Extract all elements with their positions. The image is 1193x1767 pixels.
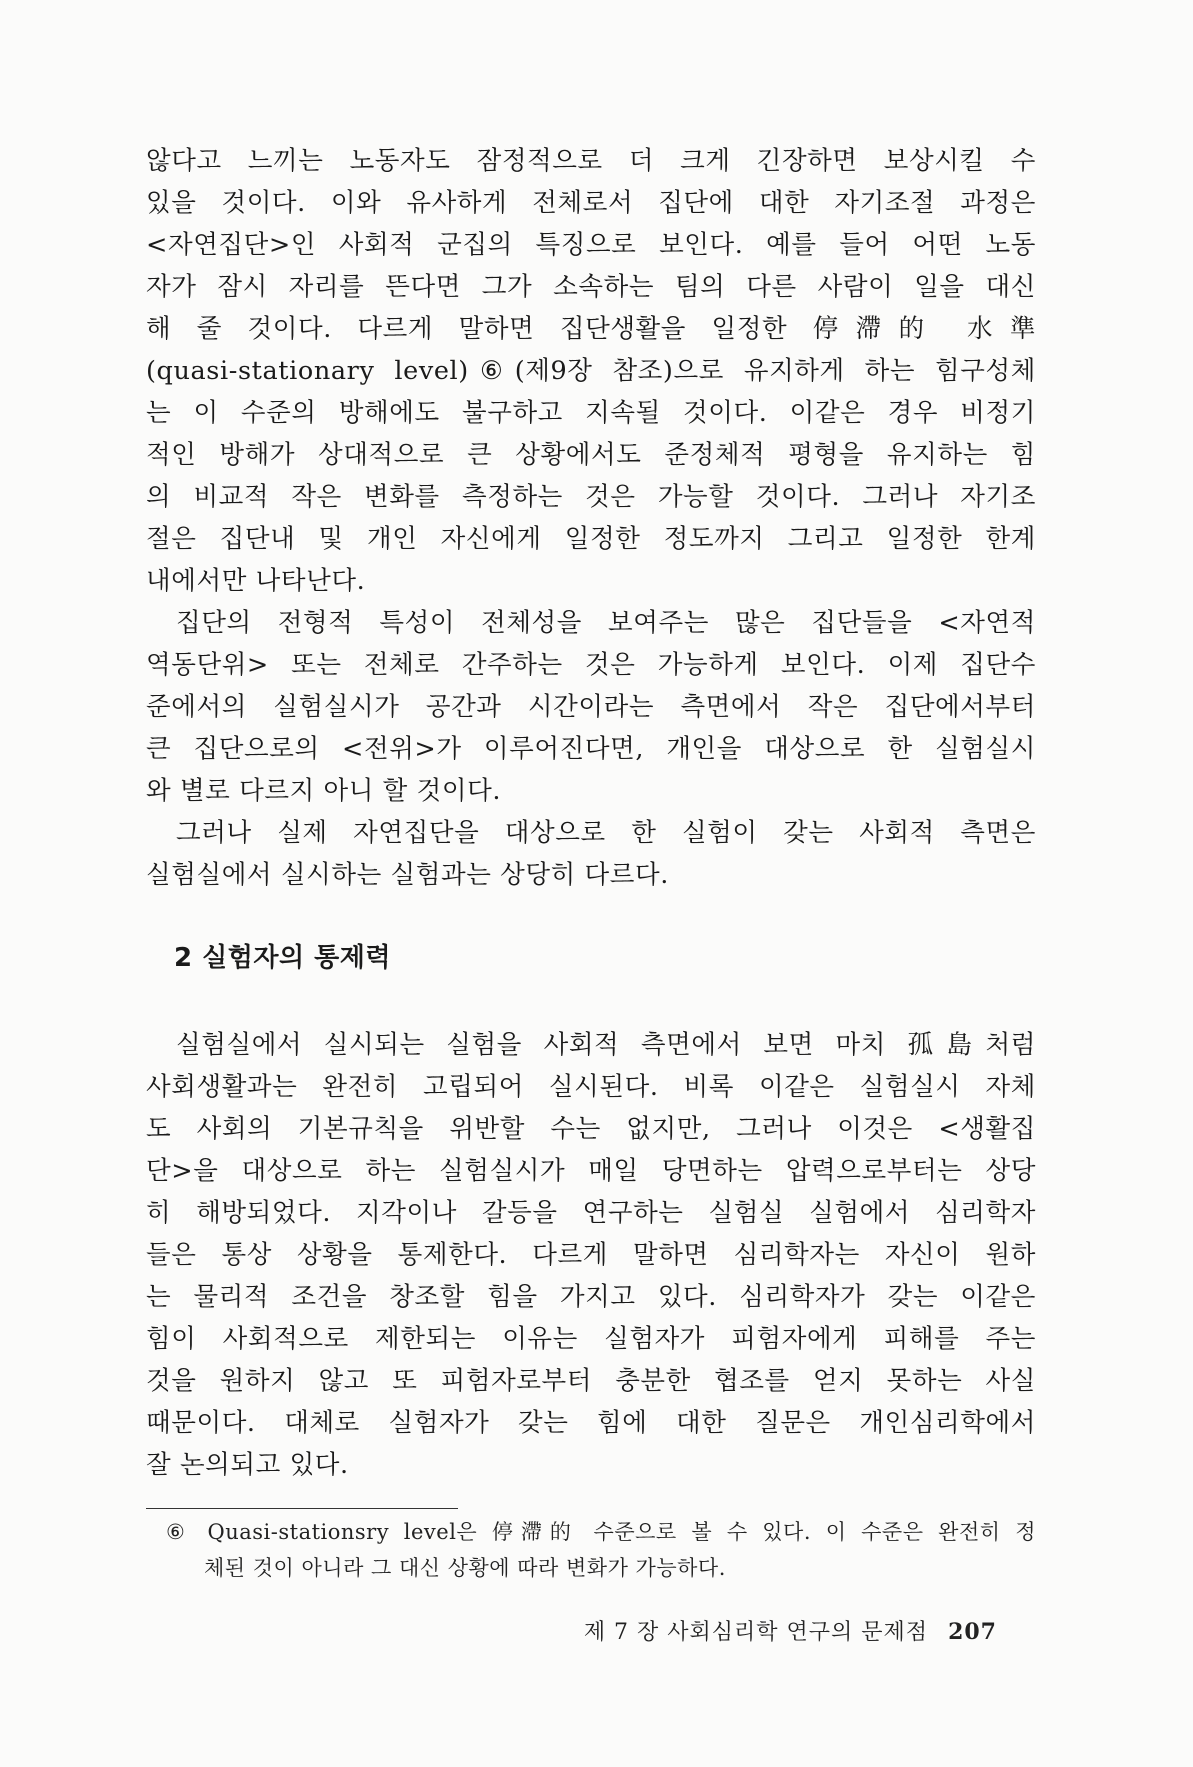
text-line: 사회생활과는 완전히 고립되어 실시된다. 비록 이같은 실험실시 자체 bbox=[146, 1072, 1036, 1102]
page-number: 207 bbox=[948, 1619, 997, 1645]
text-line: 와 별로 다르지 아니 할 것이다. bbox=[146, 776, 502, 806]
footnote-line: 체된 것이 아니라 그 대신 상황에 따라 변화가 가능하다. bbox=[204, 1556, 726, 1580]
text-line: 않다고 느끼는 노동자도 잠정적으로 더 크게 긴장하면 보상시킬 수 bbox=[146, 146, 1036, 176]
text-line: 잘 논의되고 있다. bbox=[146, 1450, 349, 1480]
text-line: 역동단위> 또는 전체로 간주하는 것은 가능하게 보인다. 이제 집단수 bbox=[146, 650, 1036, 680]
text-line: (quasi-stationary level)⑥(제9장 참조)으로 유지하게 하는 힘구성체 bbox=[146, 356, 1036, 386]
text-line: 준에서의 실험실시가 공간과 시간이라는 측면에서 작은 집단에서부터 bbox=[146, 692, 1036, 722]
footnote bbox=[166, 1514, 1036, 1586]
text-line: 그러나 실제 자연집단을 대상으로 한 실험이 갖는 사회적 측면은 bbox=[176, 818, 1036, 848]
text-line: 적인 방해가 상대적으로 큰 상황에서도 준정체적 평형을 유지하는 힘 bbox=[146, 440, 1036, 470]
page-footer bbox=[584, 1612, 997, 1652]
text-line: 의 비교적 작은 변화를 측정하는 것은 가능할 것이다. 그러나 자기조 bbox=[146, 482, 1036, 512]
text-line: <자연집단>인 사회적 군집의 특징으로 보인다. 예를 들어 어떤 노동 bbox=[146, 230, 1036, 260]
text-line: 절은 집단내 및 개인 자신에게 일정한 정도까지 그리고 일정한 한계 bbox=[146, 524, 1036, 554]
text-line: 실험실에서 실시하는 실험과는 상당히 다르다. bbox=[146, 860, 669, 890]
text-line: 내에서만 나타난다. bbox=[146, 566, 366, 596]
text-line: 집단의 전형적 특성이 전체성을 보여주는 많은 집단들을 <자연적 bbox=[176, 608, 1036, 638]
text-line: 큰 집단으로의 <전위>가 이루어진다면, 개인을 대상으로 한 실험실시 bbox=[146, 734, 1036, 764]
text-line: 실험실에서 실시되는 실험을 사회적 측면에서 보면 마치 孤島처럼 bbox=[176, 1030, 1036, 1060]
text-line: 때문이다. 대체로 실험자가 갖는 힘에 대한 질문은 개인심리학에서 bbox=[146, 1408, 1036, 1438]
text-line: 들은 통상 상황을 통제한다. 다르게 말하면 심리학자는 자신이 원하 bbox=[146, 1240, 1036, 1270]
text-line: 있을 것이다. 이와 유사하게 전체로서 집단에 대한 자기조절 과정은 bbox=[146, 188, 1036, 218]
body-text bbox=[146, 140, 1036, 1486]
text-line: 자가 잠시 자리를 뜬다면 그가 소속하는 팀의 다른 사람이 일을 대신 bbox=[146, 272, 1036, 302]
paragraph-2 bbox=[146, 602, 1036, 812]
text-line: 힘이 사회적으로 제한되는 이유는 실험자가 피험자에게 피해를 주는 bbox=[146, 1324, 1036, 1354]
text-line: 도 사회의 기본규칙을 위반할 수는 없지만, 그러나 이것은 <생활집 bbox=[146, 1114, 1036, 1144]
text-line: 것을 원하지 않고 또 피험자로부터 충분한 협조를 얻지 못하는 사실 bbox=[146, 1366, 1036, 1396]
text-line: 해 줄 것이다. 다르게 말하면 집단생활을 일정한 停滯的 水準 bbox=[146, 314, 1036, 344]
chapter-label: 제 7 장 사회심리학 연구의 문제점 bbox=[583, 1620, 929, 1645]
paragraph-3 bbox=[146, 812, 1036, 896]
text-line: 단>을 대상으로 하는 실험실시가 매일 당면하는 압력으로부터는 상당 bbox=[146, 1156, 1036, 1186]
paragraph-1 bbox=[146, 140, 1036, 602]
section-heading: 2 실험자의 통제력 bbox=[174, 943, 392, 973]
footnote-divider bbox=[146, 1508, 458, 1509]
text-line: 는 물리적 조건을 창조할 힘을 가지고 있다. 심리학자가 갖는 이같은 bbox=[146, 1282, 1036, 1312]
text-line: 는 이 수준의 방해에도 불구하고 지속될 것이다. 이같은 경우 비정기 bbox=[146, 398, 1036, 428]
paragraph-4 bbox=[146, 1024, 1036, 1486]
footnote-line: ⑥ Quasi-stationsry level은 停滯的 수준으로 볼 수 있다. 이 수준은 완전히 정 bbox=[166, 1520, 1036, 1544]
text-line: 히 해방되었다. 지각이나 갈등을 연구하는 실험실 실험에서 심리학자 bbox=[146, 1198, 1036, 1228]
